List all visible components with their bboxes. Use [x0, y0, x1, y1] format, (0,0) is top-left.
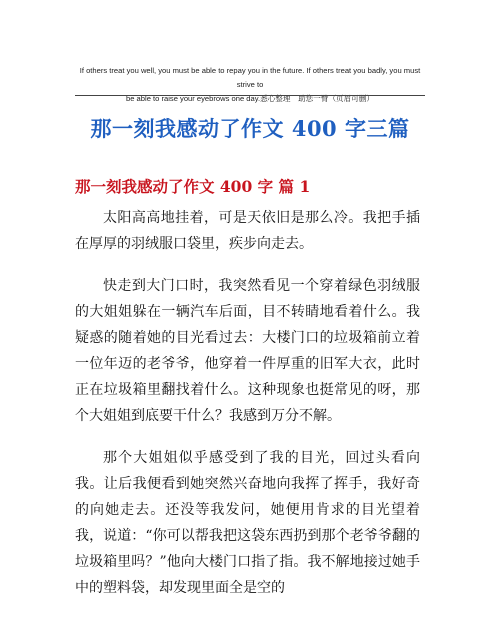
- paragraph: 快走到大门口时，我突然看见一个穿着绿色羽绒服的大姐姐躲在一辆汽车后面，目不转睛地看着什么。我疑惑的随着她的目光看过去：大楼门口的垃圾箱前立着一位年迈的老爷爷，他穿着一件厚重的旧军大衣，此时正在垃圾箱里翻找着什么。这种现象也挺常见的呀，那个大姐姐到底要干什么？我感到万分不解。: [75, 278, 420, 424]
- header-divider: [75, 95, 425, 96]
- paragraph: 那个大姐姐似乎感受到了我的目光，回过头看向我。让后我便看到她突然兴奋地向我挥了挥手，我好奇的向她走去。还没等我发问，她便用肯求的目光望着我，说道：“你可以帮我把这袋东西扔到那个老爷爷翻的垃圾箱里吗？”他向大楼门口指了指。我不解地接过她手中的塑料袋，却发现里面全是空的: [75, 450, 420, 596]
- document-body: [75, 205, 420, 617]
- paragraph: 太阳高高地挂着，可是天依旧是那么冷。我把手插在厚厚的羽绒服口袋里，疾步向走去。: [75, 210, 420, 252]
- header-line-1: If others treat you well, you must be able to repay you in the future. If others treat you badly, you must strive to: [79, 66, 421, 89]
- document-title: 那一刻我感动了作文 400 字三篇: [90, 116, 410, 141]
- header-line-2: be able to raise your eyebrows one day.悉心整理 助您一臂（页眉可删）: [126, 94, 374, 103]
- section-title: 那一刻我感动了作文 400 字 篇 1: [75, 177, 311, 196]
- page-header: [70, 64, 430, 106]
